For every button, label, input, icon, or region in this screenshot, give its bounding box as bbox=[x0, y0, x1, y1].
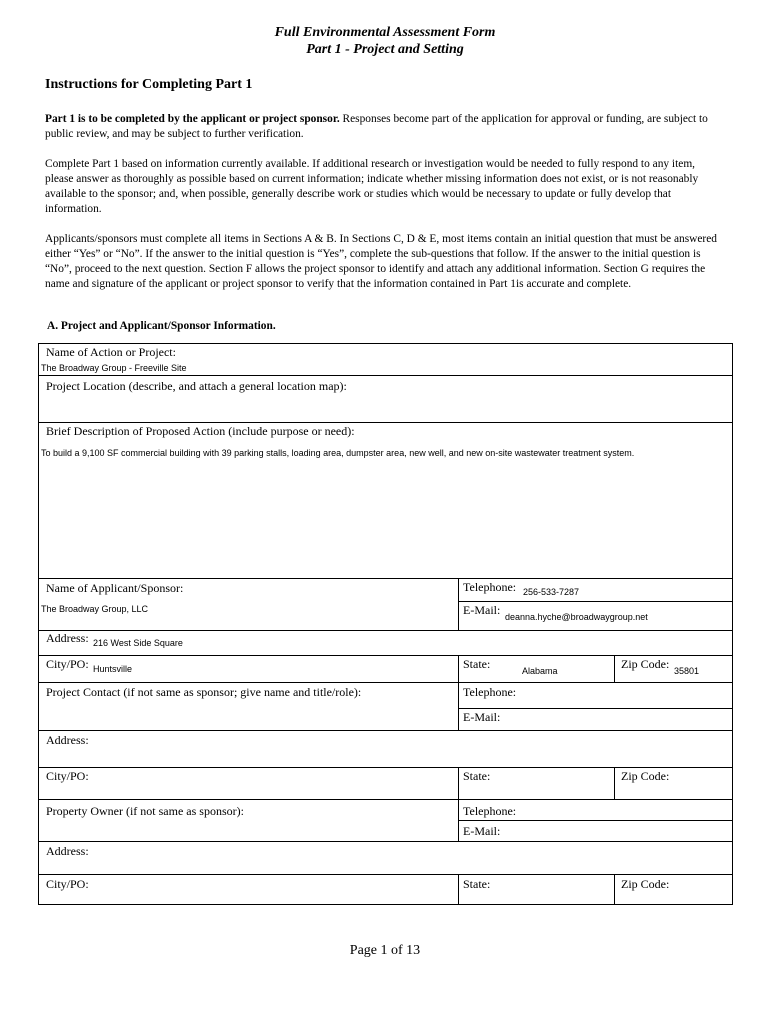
form-title: Full Environmental Assessment Form bbox=[274, 25, 496, 40]
form-divider bbox=[614, 767, 615, 799]
applicant-state-field[interactable]: Alabama bbox=[522, 666, 558, 676]
form-rule bbox=[458, 708, 732, 709]
form-rule bbox=[39, 874, 732, 875]
section-a-title: A. Project and Applicant/Sponsor Information. bbox=[47, 320, 276, 332]
project-applicant-form bbox=[38, 343, 733, 905]
applicant-city-label: City/PO: bbox=[46, 657, 89, 671]
page-number: Page 1 of 13 bbox=[349, 943, 421, 958]
form-divider bbox=[614, 874, 615, 905]
owner-name-label: Property Owner (if not same as sponsor): bbox=[46, 804, 244, 818]
instructions-paragraph-2: Complete Part 1 based on information currently available. If additional research or investigation would be needed to fully respond to any item, please answer as thoroughly as possible based on current information; indicate whether missing information does not exist, or is not reasonably available to the sponsor; and, when possible, generally describe work or studies which would be necessary to update or fully develop that information. bbox=[45, 158, 699, 215]
form-divider bbox=[458, 655, 459, 730]
owner-state-label: State: bbox=[463, 877, 491, 891]
applicant-telephone-field[interactable]: 256-533-7287 bbox=[523, 587, 580, 597]
contact-name-label: Project Contact (if not same as sponsor; give name and title/role): bbox=[46, 685, 362, 699]
form-rule bbox=[39, 730, 732, 731]
form-rule bbox=[39, 630, 732, 631]
form-divider bbox=[458, 767, 459, 841]
applicant-address-label: Address: bbox=[46, 631, 89, 645]
project-location-label: Project Location (describe, and attach a general location map): bbox=[46, 379, 347, 393]
form-rule bbox=[39, 767, 732, 768]
applicant-telephone-label: Telephone: bbox=[463, 580, 517, 594]
applicant-email-label: E-Mail: bbox=[463, 603, 501, 617]
applicant-name-label: Name of Applicant/Sponsor: bbox=[46, 581, 184, 595]
name-of-action-field[interactable]: The Broadway Group - Freeville Site bbox=[41, 363, 187, 373]
form-divider bbox=[614, 655, 615, 682]
owner-telephone-label: Telephone: bbox=[463, 804, 517, 818]
form-rule bbox=[39, 682, 732, 683]
contact-zip-label: Zip Code: bbox=[621, 769, 670, 783]
form-header bbox=[0, 24, 770, 58]
contact-email-label: E-Mail: bbox=[463, 710, 501, 724]
form-rule bbox=[39, 375, 732, 376]
form-divider bbox=[458, 874, 459, 905]
instructions-paragraph-3: Applicants/sponsors must complete all items in Sections A & B. In Sections C, D & E, most items contain an initial question that must be answered either “Yes” or “No”. If the answer to the initial question is “Yes”, complete the sub-questions that follow. If the answer to the initial question is “No”, proceed to the next question. Section F allows the project sponsor to identify and attach any additional information. Section G requires the name and signature of the applicant or project sponsor to verify that the information contained in Part 1is accurate and complete. bbox=[45, 233, 717, 290]
instructions-heading: Instructions for Completing Part 1 bbox=[45, 77, 253, 92]
form-rule bbox=[458, 820, 732, 821]
applicant-address-field[interactable]: 216 West Side Square bbox=[93, 638, 183, 648]
owner-zip-label: Zip Code: bbox=[621, 877, 670, 891]
owner-email-label: E-Mail: bbox=[463, 824, 501, 838]
name-of-action-label: Name of Action or Project: bbox=[46, 345, 176, 359]
applicant-city-field[interactable]: Huntsville bbox=[93, 664, 133, 674]
description-label: Brief Description of Proposed Action (include purpose or need): bbox=[46, 424, 355, 438]
form-rule bbox=[39, 422, 732, 423]
form-rule bbox=[39, 578, 732, 579]
instructions-paragraph-1-bold: Part 1 is to be completed by the applicant or project sponsor. bbox=[45, 113, 340, 125]
applicant-zip-label: Zip Code: bbox=[621, 657, 670, 671]
applicant-zip-field[interactable]: 35801 bbox=[674, 666, 700, 676]
applicant-name-field[interactable]: The Broadway Group, LLC bbox=[41, 604, 149, 614]
form-rule bbox=[39, 799, 732, 800]
owner-city-label: City/PO: bbox=[46, 877, 89, 891]
contact-city-label: City/PO: bbox=[46, 769, 89, 783]
contact-telephone-label: Telephone: bbox=[463, 685, 517, 699]
applicant-email-field[interactable]: deanna.hyche@broadwaygroup.net bbox=[505, 612, 648, 622]
form-divider bbox=[458, 578, 459, 630]
form-subtitle: Part 1 - Project and Setting bbox=[306, 42, 464, 57]
form-rule bbox=[39, 841, 732, 842]
instructions-paragraph-1-text: Responses become part of the application for approval or funding, are subject to public review, and may be subject to further verification. bbox=[45, 113, 708, 140]
applicant-state-label: State: bbox=[463, 657, 491, 671]
contact-state-label: State: bbox=[463, 769, 491, 783]
owner-address-label: Address: bbox=[46, 844, 89, 858]
contact-address-label: Address: bbox=[46, 733, 89, 747]
form-rule bbox=[39, 655, 732, 656]
form-rule bbox=[458, 601, 732, 602]
instructions-paragraph-1 bbox=[45, 112, 725, 142]
description-field[interactable]: To build a 9,100 SF commercial building with 39 parking stalls, loading area, dumpster area, new well, and new on-site wastewater treatment system. bbox=[41, 448, 635, 458]
